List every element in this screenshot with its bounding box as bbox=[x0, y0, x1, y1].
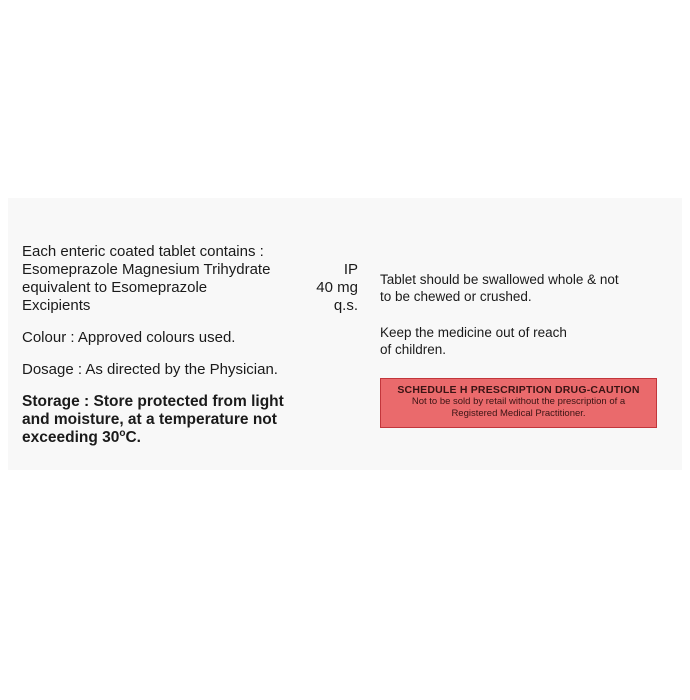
schedule-h-title: SCHEDULE H PRESCRIPTION DRUG-CAUTION bbox=[397, 384, 640, 396]
equivalent-row bbox=[22, 279, 358, 297]
degree-symbol: o bbox=[119, 427, 126, 439]
storage-line-3-prefix: exceeding 30 bbox=[22, 429, 120, 446]
schedule-h-line-2: Registered Medical Practitioner. bbox=[451, 408, 586, 419]
excipients-label: Excipients bbox=[22, 297, 91, 314]
swallow-warning-line-1: Tablet should be swallowed whole & not bbox=[380, 272, 619, 287]
swallow-warning-line-2: to be chewed or crushed. bbox=[380, 289, 532, 304]
warnings-section bbox=[380, 271, 665, 358]
excipients-row bbox=[22, 297, 358, 315]
storage-line-2: and moisture, at a temperature not bbox=[22, 411, 277, 428]
storage-line-3 bbox=[22, 429, 358, 447]
composition-heading: Each enteric coated tablet contains : bbox=[22, 243, 264, 260]
excipients-amount: q.s. bbox=[333, 297, 358, 314]
reach-warning-line-2: of children. bbox=[380, 342, 447, 357]
equivalent-label: equivalent to Esomeprazole bbox=[22, 279, 208, 296]
schedule-h-caution-box bbox=[380, 378, 657, 428]
ingredient-standard: IP bbox=[343, 261, 358, 278]
composition-section bbox=[22, 243, 358, 447]
equivalent-amount: 40 mg bbox=[316, 279, 358, 296]
reach-warning-line-1: Keep the medicine out of reach bbox=[380, 325, 567, 340]
storage-line-1: Storage : Store protected from light bbox=[22, 393, 284, 410]
schedule-h-line-1: Not to be sold by retail without the prescription of a bbox=[411, 396, 626, 407]
ingredient-row bbox=[22, 261, 358, 279]
storage-block bbox=[22, 393, 358, 447]
colour-text: Colour : Approved colours used. bbox=[22, 329, 236, 346]
storage-line-3-suffix: C. bbox=[125, 429, 141, 446]
ingredient-name: Esomeprazole Magnesium Trihydrate bbox=[22, 261, 271, 278]
dosage-text: Dosage : As directed by the Physician. bbox=[22, 361, 278, 378]
